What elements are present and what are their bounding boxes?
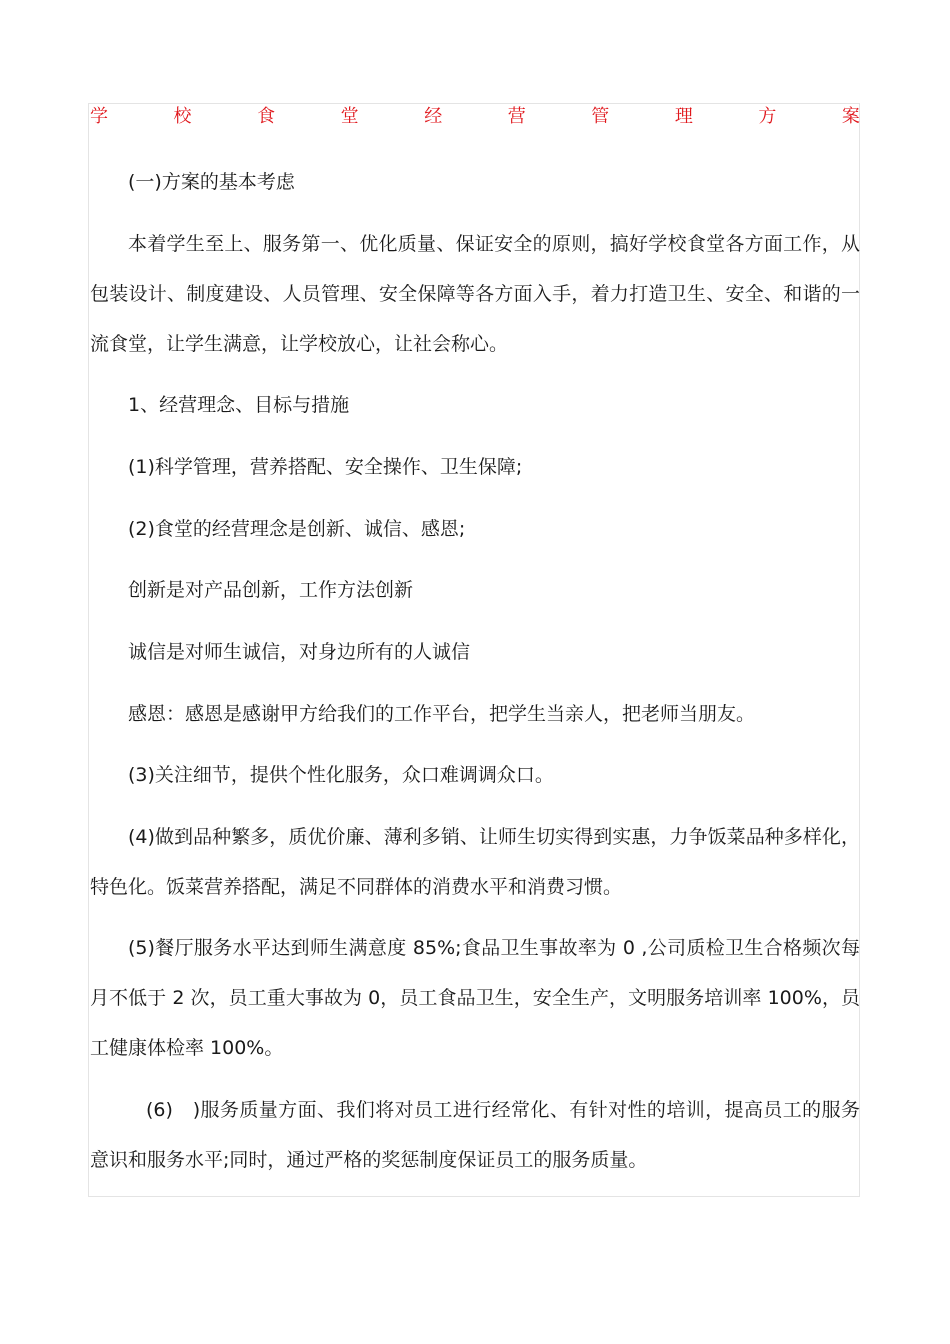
title-char: 方 — [758, 106, 777, 127]
section-heading-basic: (一)方案的基本考虑 — [128, 171, 295, 193]
section-heading-concept: 1、经营理念、目标与措施 — [128, 394, 350, 416]
document-title — [90, 106, 860, 128]
paragraph-principles: 本着学生至上、服务第一、优化质量、保证安全的原则，搞好学校食堂各方面工作，从包装设计、制度建设、人员管理、安全保障等各方面入手，着力打造卫生、安全、和谐的一流食堂，让学生满意，让学校放心，让社会称心。 — [90, 233, 860, 355]
title-char: 堂 — [340, 106, 359, 127]
list-item-1: (1)科学管理，营养搭配、安全操作、卫生保障; — [128, 456, 523, 478]
title-char: 案 — [841, 106, 860, 127]
title-char: 校 — [173, 106, 192, 127]
list-item-6: (6) )服务质量方面、我们将对员工进行经常化、有针对性的培训，提高员工的服务意识和服务水平;同时，通过严格的奖惩制度保证员工的服务质量。 — [90, 1099, 860, 1171]
list-item-4: (4)做到品种繁多，质优价廉、薄利多销、让师生切实得到实惠，力争饭菜品种多样化，特色化。饭菜营养搭配，满足不同群体的消费水平和消费习惯。 — [90, 826, 860, 898]
paragraph-integrity: 诚信是对师生诚信，对身边所有的人诚信 — [128, 641, 471, 663]
title-char: 学 — [90, 106, 108, 127]
title-char: 营 — [507, 106, 526, 127]
list-item-2: (2)食堂的经营理念是创新、诚信、感恩; — [128, 518, 466, 540]
list-item-5: (5)餐厅服务水平达到师生满意度 85%;食品卫生事故率为 0 ,公司质检卫生合格频次每月不低于 2 次，员工重大事故为 0，员工食品卫生，安全生产，文明服务培训率 100%，员工健康体检率 100%。 — [90, 937, 860, 1059]
title-char: 食 — [257, 106, 276, 127]
title-char: 管 — [591, 106, 610, 127]
title-char: 经 — [424, 106, 443, 127]
paragraph-innovation: 创新是对产品创新，工作方法创新 — [128, 579, 414, 601]
list-item-3: (3)关注细节，提供个性化服务，众口难调调众口。 — [128, 764, 554, 786]
title-char: 理 — [674, 106, 693, 127]
paragraph-gratitude: 感恩：感恩是感谢甲方给我们的工作平台，把学生当亲人，把老师当朋友。 — [128, 703, 756, 725]
